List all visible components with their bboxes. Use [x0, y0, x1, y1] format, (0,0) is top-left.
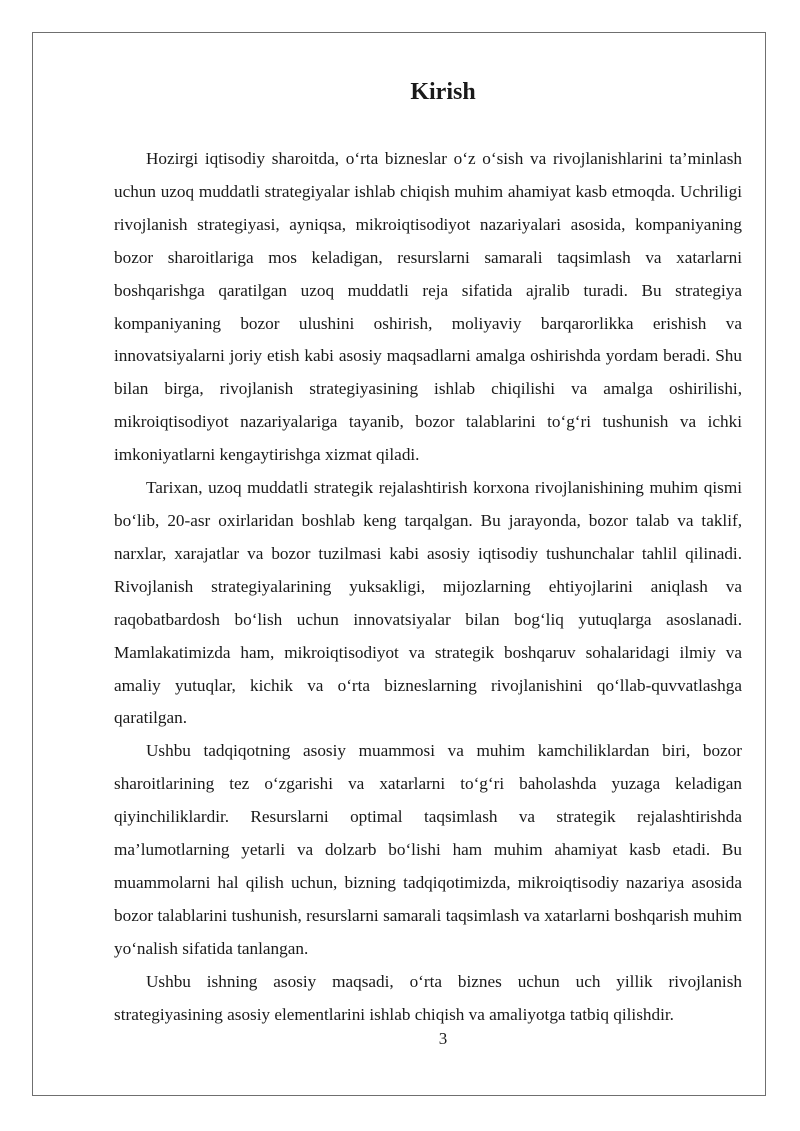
paragraph-4: Ushbu ishning asosiy maqsadi, o‘rta biznes uchun uch yillik rivojlanish strategiyasining asosiy elementlarini ishlab chiqish va amaliyotga tatbiq qilishdir. — [114, 971, 742, 1024]
page-number: 3 — [438, 1029, 448, 1048]
paragraph-2: Tarixan, uzoq muddatli strategik rejalashtirish korxona rivojlanishining muhim qismi bo‘lib, 20-asr oxirlaridan boshlab keng tarqalgan. Bu jarayonda, bozor talab va taklif, narxlar, xarajatlar va bozor tuzilmasi kabi asosiy iqtisodiy tushunchalar tahlil qilinadi. Rivojlanish strategiyalarining yuksakligi, mijozlarning ehtiyojlarini aniqlash va raqobatbardosh bo‘lish uchun innovatsiyalar bilan bog‘liq yutuqlarga asoslanadi. Mamlakatimizda ham, mikroiqtisodiyot va strategik boshqaruv sohalaridagi ilmiy va amaliy yutuqlar, kichik va o‘rta bizneslarning rivojlanishini qo‘llab-quvvatlashga qaratilgan. — [114, 478, 742, 728]
page-title: Kirish — [410, 79, 476, 105]
paragraph-3: Ushbu tadqiqotning asosiy muammosi va muhim kamchiliklardan biri, bozor sharoitlarining tez o‘zgarishi va xatarlarni to‘g‘ri baholashda yuzaga keladigan qiyinchiliklardir. Resurslarni optimal taqsimlash va strategik rejalashtirishda ma’lumotlarning yetarli va dolzarb bo‘lishi ham muhim ahamiyat kasb etadi. Bu muammolarni hal qilish uchun, bizning tadqiqotimizda, mikroiqtisodiy nazariya asosida bozor talablarini tushunish, resurslarni samarali taqsimlash va xatarlarni boshqarish muhim yo‘nalish sifatida tanlangan. — [114, 741, 742, 958]
paragraph-1: Hozirgi iqtisodiy sharoitda, o‘rta bizneslar o‘z o‘sish va rivojlanishlarini ta’minlash uchun uzoq muddatli strategiyalar ishlab chiqish muhim ahamiyat kasb etmoqda. Uchriligi rivojlanish strategiyasi, ayniqsa, mikroiqtisodiyot nazariyalari asosida, kompaniyaning bozor sharoitlariga mos keladigan, resurslarni samarali taqsimlash va xatarlarni boshqarishga qaratilgan uzoq muddatli reja sifatida ajralib turadi. Bu strategiya kompaniyaning bozor ulushini oshirish, moliyaviy barqarorlikka erishish va innovatsiyalarni joriy etish kabi asosiy maqsadlarni amalga oshirishda yordam beradi. Shu bilan birga, rivojlanish strategiyasining ishlab chiqilishi va amalga oshirilishi, mikroiqtisodiyot nazariyalariga tayanib, bozor talablarini to‘g‘ri tushunish va ichki imkoniyatlarni kengaytirishga xizmat qiladi. — [114, 149, 742, 465]
document-body — [114, 143, 742, 1031]
